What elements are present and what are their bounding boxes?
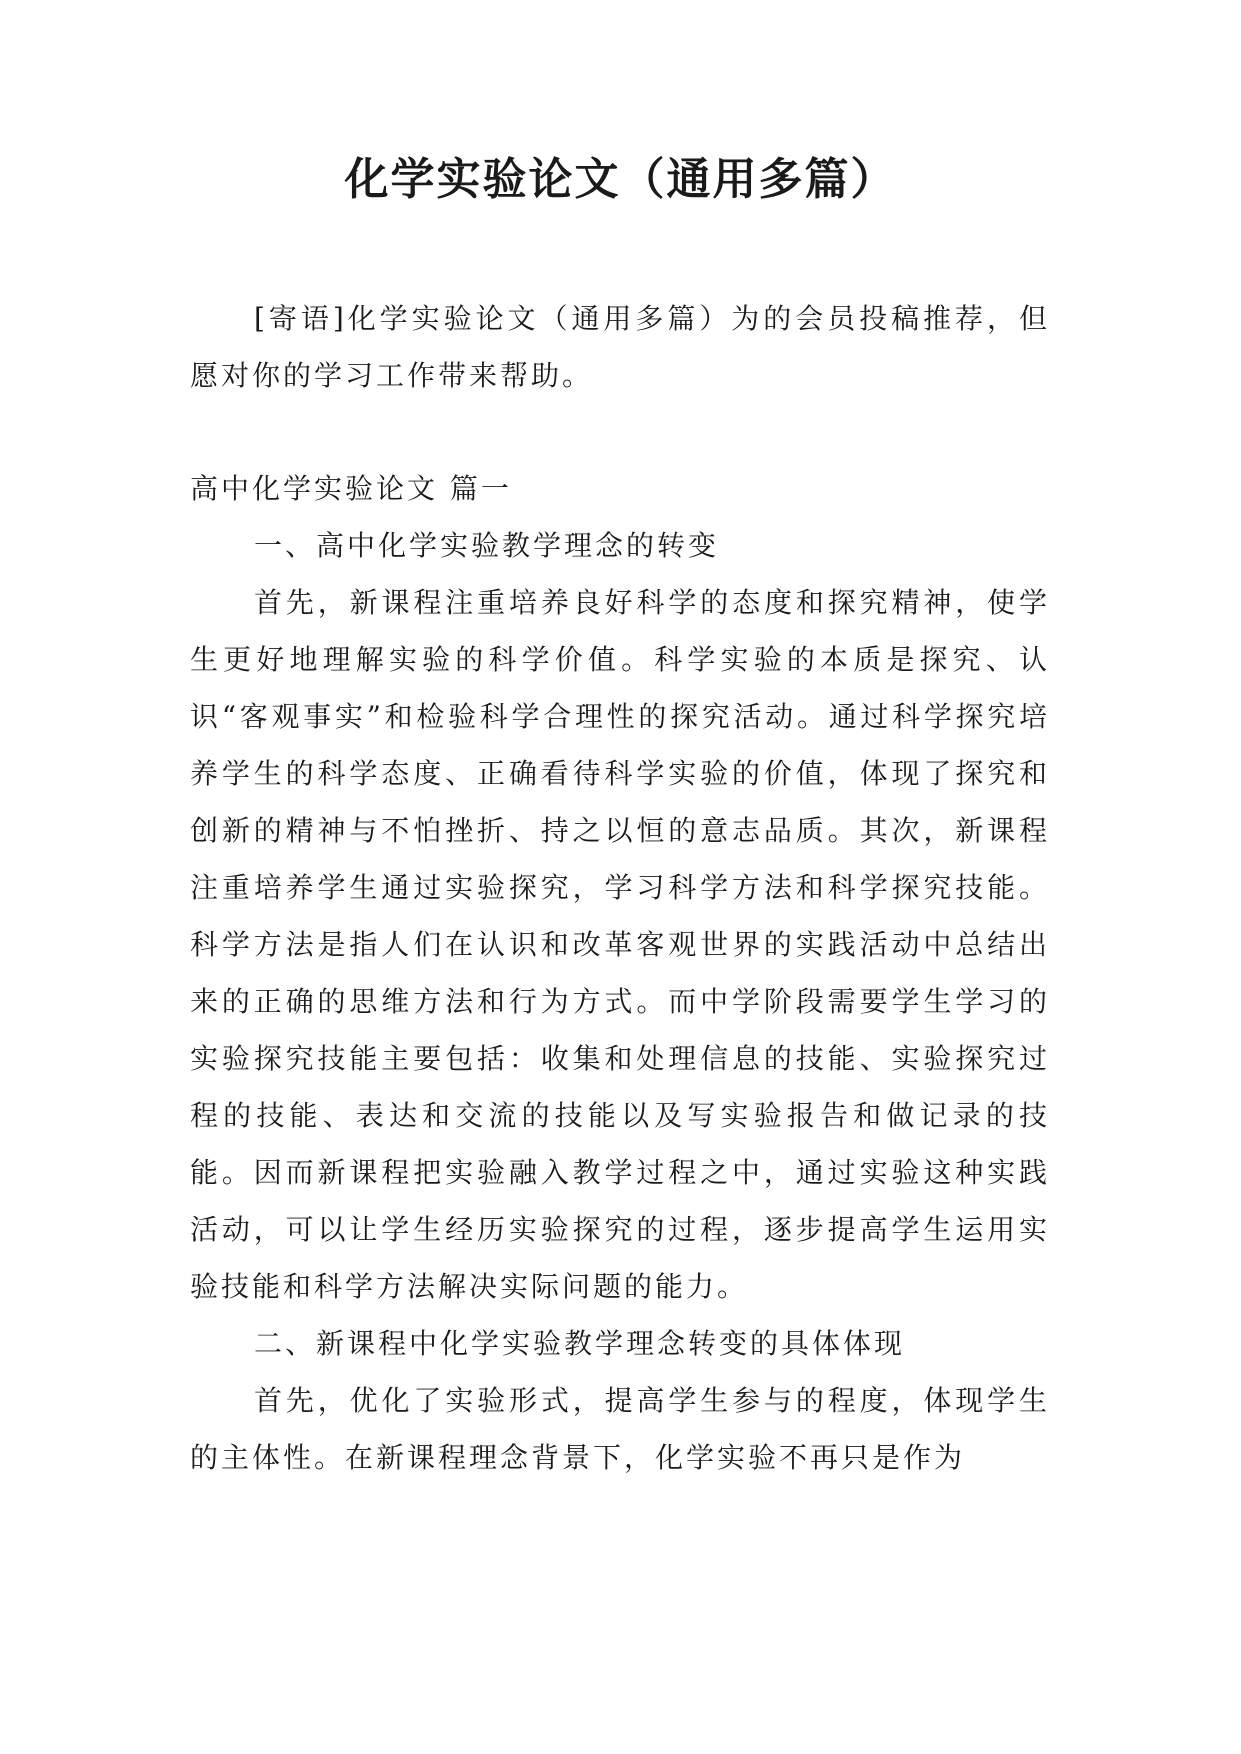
intro-paragraph: [寄语]化学实验论文（通用多篇）为的会员投稿推荐，但愿对你的学习工作带来帮助。 — [190, 302, 1050, 392]
subheading-1: 一、高中化学实验教学理念的转变 — [254, 529, 720, 562]
article-body — [190, 460, 1050, 1486]
body-paragraph-2: 首先，优化了实验形式，提高学生参与的程度，体现学生的主体性。在新课程理念背景下，化学实验不再只是作为 — [190, 1384, 1050, 1474]
intro-block — [190, 290, 1050, 404]
subheading-2: 二、新课程中化学实验教学理念转变的具体体现 — [254, 1327, 906, 1360]
document-title: 化学实验论文（通用多篇） — [344, 154, 897, 205]
body-paragraph-1: 首先，新课程注重培养良好科学的态度和探究精神，使学生更好地理解实验的科学价值。科学实验的本质是探究、认识“客观事实”和检验科学合理性的探究活动。通过科学探究培养学生的科学态度、正确看待科学实验的价值，体现了探究和创新的精神与不怕挫折、持之以恒的意志品质。其次，新课程注重培养学生通过实验探究，学习科学方法和科学探究技能。科学方法是指人们在认识和改革客观世界的实践活动中总结出来的正确的思维方法和行为方式。而中学阶段需要学生学习的实验探究技能主要包括：收集和处理信息的技能、实验探究过程的技能、表达和交流的技能以及写实验报告和做记录的技能。因而新课程把实验融入教学过程之中，通过实验这种实践活动，可以让学生经历实验探究的过程，逐步提高学生运用实验技能和科学方法解决实际问题的能力。 — [190, 586, 1050, 1303]
section-heading: 高中化学实验论文 篇一 — [190, 472, 512, 505]
